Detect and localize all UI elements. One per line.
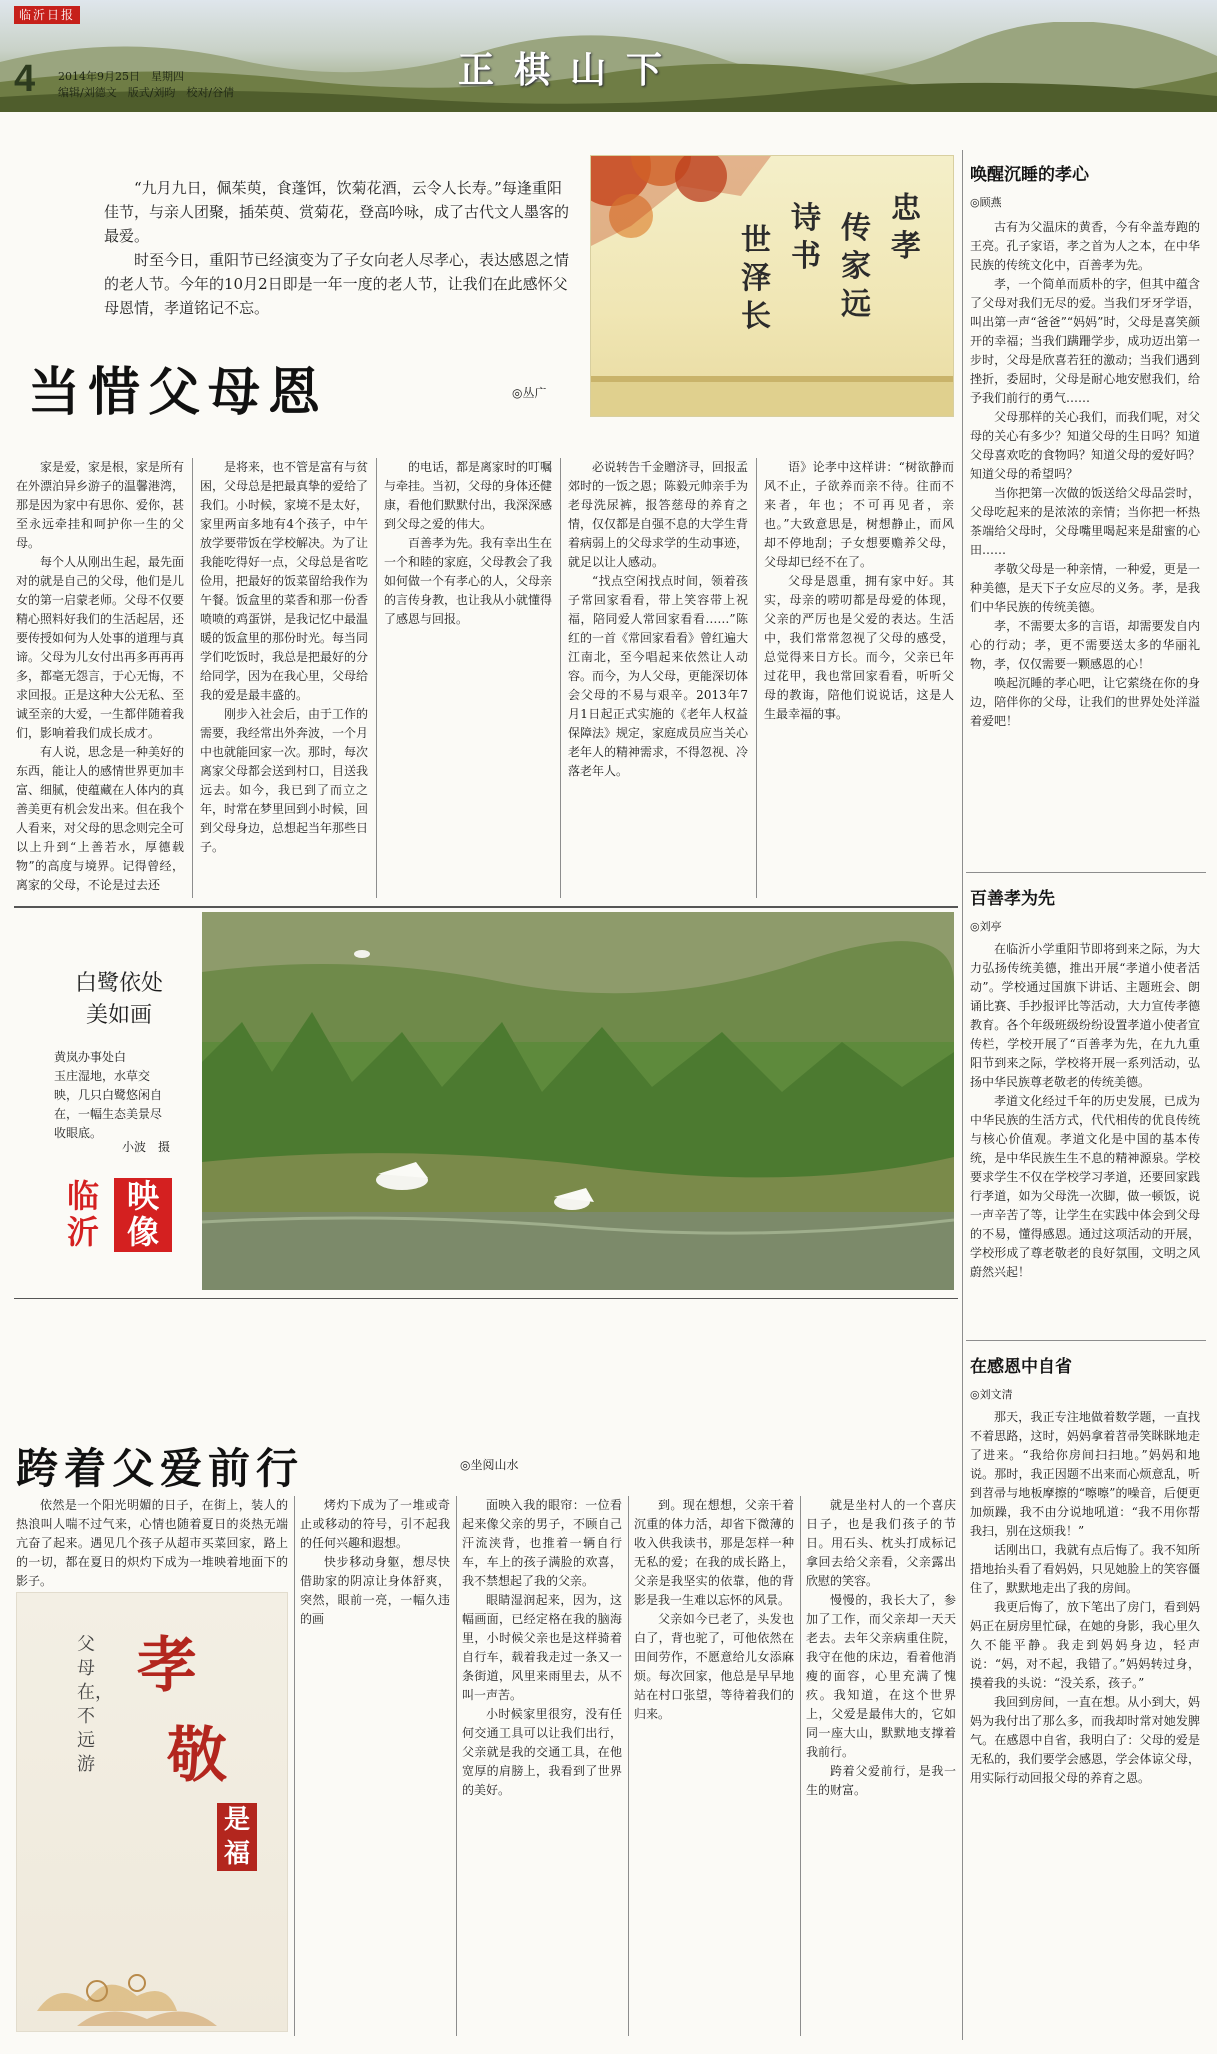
photo-feature [14, 906, 958, 1294]
caption-line: 收眼底。 [54, 1126, 103, 1140]
calligraphy-image [590, 155, 954, 417]
sidebar-article-title: 唤醒沉睡的孝心 [970, 165, 1089, 185]
article-intro [104, 176, 574, 320]
paragraph: 就是坐村人的一个喜庆日子，也是我们孩子的节日。用石头、枕头打成标记拿回去给父亲看，父亲露出欣慰的笑容。 [806, 1498, 956, 1588]
calligraphy-line: 诗书 [791, 201, 821, 274]
paragraph: 烤灼下成为了一堆或奇止或移动的符号，引不起我的任何兴趣和遐想。 [300, 1498, 450, 1550]
paragraph: 依然是一个阳光明媚的日子，在街上，装人的热浪叫人喘不过气来，心情也随着夏日的炎热无端亢奋了起来。遇见几个孩子从超市买菜回家，路上的一切，都在夏日的炽灼下成为一堆映着地面下的影子。 [16, 1498, 288, 1588]
intro-paragraph: 时至今日，重阳节已经演变为了子女向老人尽孝心，表达感恩之情的老人节。今年的10月2日即是一年一度的老人节，让我们在此感怀父母恩情，孝道铭记不忘。 [104, 251, 570, 317]
paragraph: 家是爱，家是根，家是所有在外漂泊异乡游子的温馨港湾，那是因为家中有思你、爱你，甚至永远牵挂和呵护你一生的父母。 [16, 460, 184, 550]
paragraph: 是将来，也不管是富有与贫困，父母总是把最真挚的爱给了我们。小时候，家境不是太好，家里两亩多地有4个孩子，中午放学要带饭在学校解决。为了让我能吃得好一点，父母总是省吃俭用，把最好的饭菜留给我作为午餐。饭盒里的菜香和那一份香喷喷的鸡蛋饼，是我记忆中最温暖的饭盒里的那份时光。每当同学们吃饭时，我总是把最好的分给同学，因为在我心里，父母给我的爱是最丰盛的。 [200, 460, 368, 702]
photo-title [54, 968, 184, 1032]
seal-text: 是福 [217, 1803, 257, 1871]
sidebar-divider [962, 150, 963, 2040]
paragraph: 唤起沉睡的孝心吧，让它萦绕在你的身边，陪伴你的父母，让我们的世界处处洋溢着爱吧！ [970, 676, 1200, 728]
column-divider [192, 458, 193, 898]
paragraph: 跨着父爱前行，是我一生的财富。 [806, 1764, 956, 1797]
logo-text: 映像 [114, 1178, 172, 1252]
paragraph: 我更后悔了，放下笔出了房门，看到妈妈正在厨房里忙碌，在她的身影，我心里久久不能平静。我走到妈妈身边，轻声说：“妈，对不起，我错了。”妈妈转过身，摸着我的头说：“没关系，孩子。” [970, 1600, 1200, 1690]
article-column [568, 458, 748, 898]
paragraph: 孝敬父母是一种亲情，一种爱，更是一种美德，是天下子女应尽的义务。孝，是我们中华民族的传统美德。 [970, 562, 1200, 614]
paragraph: 语》论孝中这样讲：“树欲静而风不止，子欲养而亲不待。往而不来者，年也；不可再见者，亲也。”大致意思是，树想静止，而风却不停地刮；子女想要赡养父母，父母却已经不在了。 [764, 460, 954, 569]
paragraph: 眼睛湿润起来，因为，这幅画面，已经定格在我的脑海里，小时候父亲也是这样骑着自行车，载着我走过一条又一条街道，风里来雨里去，从不叫一声苦。 [462, 1593, 622, 1702]
paragraph: “找点空闲找点时间，领着孩子常回家看看，带上笑容带上祝福，陪同爱人常回家看看……”陈红的一首《常回家看看》曾红遍大江南北，至今唱起来依然让人动容。而今，为人父母，更能深切体会父母的不易与艰辛。2013年7月1日起正式实施的《老年人权益保障法》规定，家庭成员应当关心老年人的精神需求，不得忽视、冷落老年人。 [568, 574, 748, 778]
paragraph: 面映入我的眼帘：一位看起来像父亲的男子，不顾自己汗流浃背，也推着一辆自行车，车上的孩子满脸的欢喜，我不禁想起了我的父亲。 [462, 1498, 622, 1588]
article-column [806, 1496, 956, 2036]
editor-credits: 编辑/刘德文 版式/刘昀 校对/谷倩 [58, 86, 235, 99]
article-author: ◎丛广 [512, 386, 547, 400]
photo-title-line: 白鹭依处 [74, 971, 163, 996]
photo-caption [54, 1048, 184, 1143]
wetland-scene [202, 912, 954, 1290]
sidebar-article-body [970, 940, 1200, 1330]
paragraph: 我回到房间，一直在想。从小到大，妈妈为我付出了那么多，而我却时常对她发脾气。在感恩中自省，我明白了：父母的爱是无私的，我们要学会感恩，学会体谅父母，用实际行动回报父母的养育之恩。 [970, 1695, 1200, 1785]
paragraph: 在临沂小学重阳节即将到来之际，为大力弘扬传统美德，推出开展“孝道小使者活动”。学校通过国旗下讲话、主题班会、朗诵比赛、手抄报评比等活动，大力宣传孝德教育。各个年级班级纷纷设置孝道小使者宣传栏，学校开展了“百善孝为先，在九九重阳节到来之际，学校将开展一系列活动，弘扬中华民族尊老敬老的传统美德。 [970, 942, 1200, 1089]
paragraph: 孝道文化经过千年的历史发展，已成为中华民族的生活方式，代代相传的优良传统与核心价值观。孝道文化是中国的基本传统，是中华民族生生不息的精神源泉。学校要求学生不仅在学校学习孝道，还要回家践行孝道，如为父母洗一次脚，做一顿饭，说一声辛苦了等，让学生在实践中体会到父母的不易，懂得感恩。通过这项活动的开展，学校形成了尊老敬老的良好氛围，文明之风蔚然兴起！ [970, 1094, 1200, 1279]
calligraphy-char: 孝 [137, 1631, 197, 1701]
caption-line: 在，一幅生态美景尽 [54, 1107, 163, 1121]
section-title: 正棋山下 [457, 49, 682, 91]
paragraph: 当你把第一次做的饭送给父母品尝时，父母吃起来的是浓浓的亲情；当你把一杯热茶端给父母时，父母嘴里喝起来是甜蜜的心田…… [970, 486, 1200, 557]
sidebar-article-author: ◎刘亭 [970, 920, 1002, 933]
poem-line: 父母在，不远游 [77, 1634, 113, 1775]
paragraph: 有人说，思念是一种美好的东西，能让人的感情世界更加丰富、细腻，使蕴藏在人体内的真善美更有机会发出来。但在我个人看来，对父母的思念则完全可以上升到“上善若水，厚德载物”的高度与境界。记得曾经，离家的父母，不论是过去还 [16, 745, 184, 892]
photo-title-line: 美如画 [85, 1003, 152, 1028]
column-divider [376, 458, 377, 898]
logo-text: 临沂 [66, 1177, 99, 1251]
paragraph: 必说转告千金贈济寻，回报孟郊时的一饭之恩；陈毅元帅亲手为老母洗尿裤，报答慈母的养育之情，仅仅都是自强不息的大学生背着病弱上的父母求学的生动事迹，就足以让人感动。 [568, 460, 748, 569]
article-column [16, 458, 184, 898]
column-divider [560, 458, 561, 898]
sidebar-separator [966, 1340, 1206, 1341]
column-divider [456, 1496, 457, 2036]
column-logo [54, 1178, 174, 1252]
sidebar-article-title: 在感恩中自省 [970, 1357, 1072, 1377]
section-separator [14, 1298, 958, 1299]
column-divider [756, 458, 757, 898]
paragraph: 那天，我正专注地做着数学题，一直找不着思路，这时，妈妈拿着苕帚笑眯眯地走了进来。“我给你房间扫扫地。”妈妈和地说。那时，我正因题不出来而心烦意乱，听到苕帚与地板摩擦的“嚓嚓”的噪音，后便更加烦躁，我不由分说地吼道：“我不用你帮我扫，别在这烦我！” [970, 1410, 1200, 1538]
paragraph: 古有为父温床的黄香，今有伞盖寿跑的王亮。孔子家语，孝之首为人之本，在中华民族的传统文化中，百善孝为先。 [970, 220, 1200, 272]
paragraph: 小时候家里很穷，没有任何交通工具可以让我们出行，父亲就是我的交通工具，在他宽厚的肩膀上，我看到了世界的美好。 [462, 1707, 622, 1797]
article-column [16, 1496, 288, 1588]
paragraph: 父母是恩重，拥有家中好。其实，母亲的唠叨都是母爱的体现，父亲的严厉也是父爱的表达。生活中，我们常常忽视了父母的感受，总觉得来日方长。而今，父亲已年过花甲，我也常回家看看，听听父母的教诲，陪他们说说话，这是人生最幸福的事。 [764, 574, 954, 721]
paragraph: 父亲如今已老了，头发也白了，背也驼了，可他依然在田间劳作，不愿意给儿女添麻烦。每次回家，他总是早早地站在村口张望，等待着我们的归来。 [634, 1612, 794, 1721]
calligraphy-char: 敬 [167, 1721, 227, 1791]
paragraph: 每个人从刚出生起，最先面对的就是自己的父母，他们是儿女的第一启蒙老师。父母不仅要精心照料好我们的生活起居，还要传授如何为人处事的道理与真谛。父母为儿女付出再多再再再多，都毫无怨言，于心无悔，不求回报。正是这种大公无私、至诚至亲的大爱，一生都伴随着我们，影响着我们成长成才。 [16, 555, 184, 740]
article-column [634, 1496, 794, 2036]
column-divider [800, 1496, 801, 2036]
newspaper-logo: 临沂日报 [14, 6, 80, 24]
paragraph: 的电话，都是离家时的叮嘱与牵挂。当初，父母的身体还健康，看他们默默付出，我深深感到父母之爱的伟大。 [384, 460, 552, 531]
cloud-ornament-icon [17, 1891, 288, 2031]
paragraph: 父母那样的关心我们，而我们呢，对父母的关心有多少？知道父母的生日吗？知道父母喜欢吃的食物吗？知道父母的爱好吗？知道父母的希望吗？ [970, 410, 1200, 481]
paragraph: 刚步入社会后，由于工作的需要，我经常出外奔波，一个月中也就能回家一次。那时，每次离家父母都会送到村口，目送我远去。如今，我已到了而立之年，时常在梦里回到小时候，回到父母身边，总想起当年那些日子。 [200, 707, 368, 854]
calligraphy-line: 世泽长 [741, 223, 771, 334]
issue-date: 2014年9月25日 星期四 [58, 70, 184, 83]
egret-wetland-photo [202, 912, 954, 1290]
photo-credit: 小波 摄 [122, 1140, 171, 1154]
caption-line: 映，几只白鹭悠闲自 [54, 1088, 163, 1102]
masthead [0, 0, 1217, 112]
paragraph: 慢慢的，我长大了，参加了工作，而父亲却一天天老去。去年父亲病重住院，我守在他的床边，看着他消瘦的面容，心里充满了愧疚。我知道，在这个世界上，父爱是最伟大的，它如同一座大山，默默地支撑着我前行。 [806, 1593, 956, 1759]
article-title: 当惜父母恩 [28, 362, 329, 423]
paragraph: 到。现在想想，父亲干着沉重的体力活，却省下微薄的收入供我读书，那是怎样一种无私的爱；在我的成长路上，父亲是我坚实的依靠，他的背影是我一生难以忘怀的风景。 [634, 1498, 794, 1607]
paragraph: 百善孝为先。我有幸出生在一个和睦的家庭，父母教会了我如何做一个有孝心的人，父母亲的言传身教，也让我从小就懂得了感恩与回报。 [384, 536, 552, 626]
wall-decoration [591, 366, 954, 416]
sidebar-article-author: ◎刘文清 [970, 1388, 1013, 1401]
article-column [764, 458, 954, 898]
sidebar-article-title: 百善孝为先 [970, 889, 1055, 909]
calligraphy-line: 传家远 [841, 211, 871, 322]
article-column [300, 1496, 450, 2036]
paragraph: 话刚出口，我就有点后悔了。我不知所措地抬头看了看妈妈，只见她脸上的笑容僵住了，默默地走出了我的房间。 [970, 1543, 1200, 1595]
article-column [200, 458, 368, 898]
page-number: 4 [14, 58, 36, 100]
article-author: ◎坐阅山水 [460, 1458, 519, 1472]
column-divider [628, 1496, 629, 2036]
paragraph: 快步移动身躯，想尽快借助家的阴凉让身体舒爽，突然，眼前一亮，一幅久违的画 [300, 1555, 450, 1626]
calligraphy-line: 忠孝 [891, 191, 921, 264]
caption-line: 黄岚办事处白 [54, 1050, 127, 1064]
article-title: 跨着父爱前行 [16, 1444, 305, 1493]
sidebar-article-author: ◎顾燕 [970, 196, 1002, 209]
sidebar-article-body [970, 1408, 1200, 2048]
paragraph: 孝，不需要太多的言语，却需要发自内心的行动；孝，更不需要送太多的华丽礼物，孝，仅仅需要一颗感恩的心！ [970, 619, 1200, 671]
article-column [462, 1496, 622, 2036]
caption-line: 玉庄湿地，水草交 [54, 1069, 151, 1083]
article-column [384, 458, 552, 898]
intro-paragraph: “九月九日，佩茱萸，食蓬饵，饮菊花酒，云令人长寿。”每逢重阳佳节，与亲人团聚，插茱萸、赏菊花，登高吟咏，成了古代文人墨客的最爱。 [104, 179, 570, 245]
paragraph: 孝，一个简单而质朴的字，但其中蕴含了父母对我们无尽的爱。当我们牙牙学语，叫出第一声“爸爸”“妈妈”时，父母是喜笑颜开的幸福；当我们蹒跚学步，成功迈出第一步时，父母是欣喜若狂的激动；当我们遇到挫折，委屈时，父母是耐心地安慰我们，给予我们前行的勇气…… [970, 277, 1200, 405]
sidebar-article-body [970, 218, 1200, 868]
sidebar-separator [966, 872, 1206, 873]
column-divider [294, 1496, 295, 2036]
filial-piety-image [16, 1592, 288, 2032]
